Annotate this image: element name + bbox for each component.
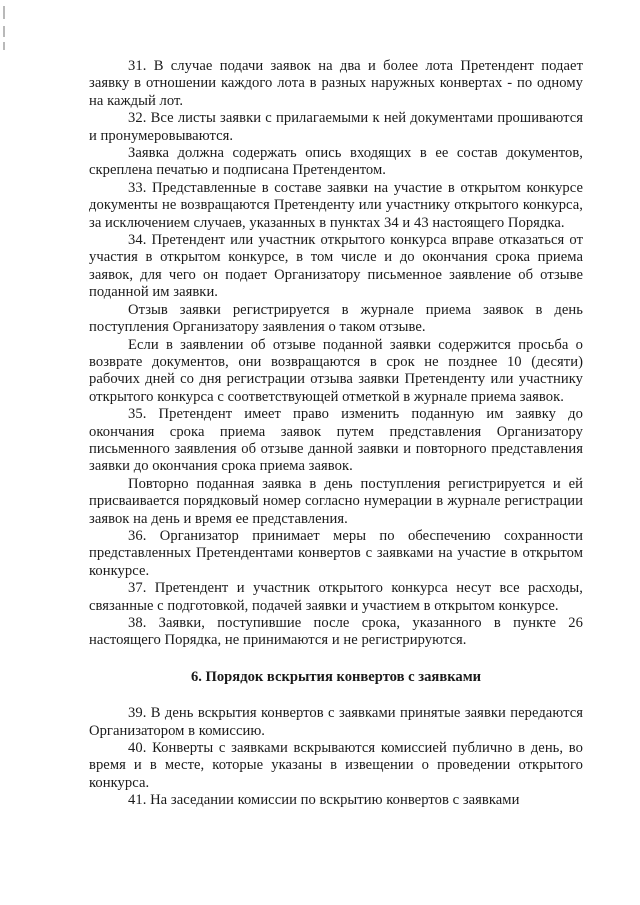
paragraph-41: 41. На заседании комиссии по вскрытию конвертов с заявками [128,792,520,809]
paragraph-34-registration: Отзыв заявки регистрируется в журнале приема заявок в день поступления Организатору заявления о таком отзыве. [89,301,583,336]
paragraph-39: 39. В день вскрытия конвертов с заявками принятые заявки передаются Организатором в комиссию. [89,705,583,739]
section-heading: 6. Порядок вскрытия конвертов с заявками [190,668,482,685]
paragraph-36: 36. Организатор принимает меры по обеспечению сохранности представленных Претендентами конвертов с заявками на участие в открытом конкурсе. [89,527,583,579]
paragraph-35-resubmission: Повторно поданная заявка в день поступления регистрируется и ей присваивается порядковый номер согласно нумерации в журнале регистрации заявок на день и время ее представления. [89,475,583,527]
scan-edge-mark [3,6,5,50]
paragraph-34-return: Если в заявлении об отзыве поданной заявки содержится просьба о возврате документов, они возвращаются в срок не позднее 10 (десяти) рабочих дней со дня регистрации отзыва заявки Претенденту или участнику открытого конкурса с соответствующей отметкой в журнале приема заявок. [89,336,583,405]
document-body [89,58,583,810]
paragraph-37: 37. Претендент и участник открытого конкурса несут все расходы, связанные с подготовкой, подачей заявки и участием в открытом конкурсе. [89,580,583,614]
paragraph-31: 31. В случае подачи заявок на два и более лота Претендент подает заявку в отношении каждого лота в разных наружных конвертах - по одному на каждый лот. [89,58,583,109]
paragraph-33: 33. Представленные в составе заявки на участие в открытом конкурсе документы не возвращаются Претенденту или участнику открытого конкурса, за исключением случаев, указанных в пунктах 34 и 43 настоящего Порядка. [89,179,583,231]
paragraph-32-inventory: Заявка должна содержать опись входящих в ее состав документов, скреплена печатью и подписана Претендентом. [89,145,583,179]
paragraph-32: 32. Все листы заявки с прилагаемыми к ней документами прошиваются и пронумеровываются. [89,110,583,144]
paragraph-34: 34. Претендент или участник открытого конкурса вправе отказаться от участия в открытом конкурсе, в том числе и до окончания срока приема заявок, для чего он подает Организатору письменное заявление об отзыве поданной им заявки. [89,232,583,301]
paragraph-40: 40. Конверты с заявками вскрываются комиссией публично в день, во время и в месте, которые указаны в извещении о проведении открытого конкурса. [89,740,583,791]
paragraph-35: 35. Претендент имеет право изменить поданную им заявку до окончания срока приема заявок путем представления Организатору письменного заявления об отзыве данной заявки и повторного представления заявки до окончания срока приема заявок. [89,406,583,475]
paragraph-38: 38. Заявки, поступившие после срока, указанного в пункте 26 настоящего Порядка, не принимаются и не регистрируются. [89,615,583,649]
